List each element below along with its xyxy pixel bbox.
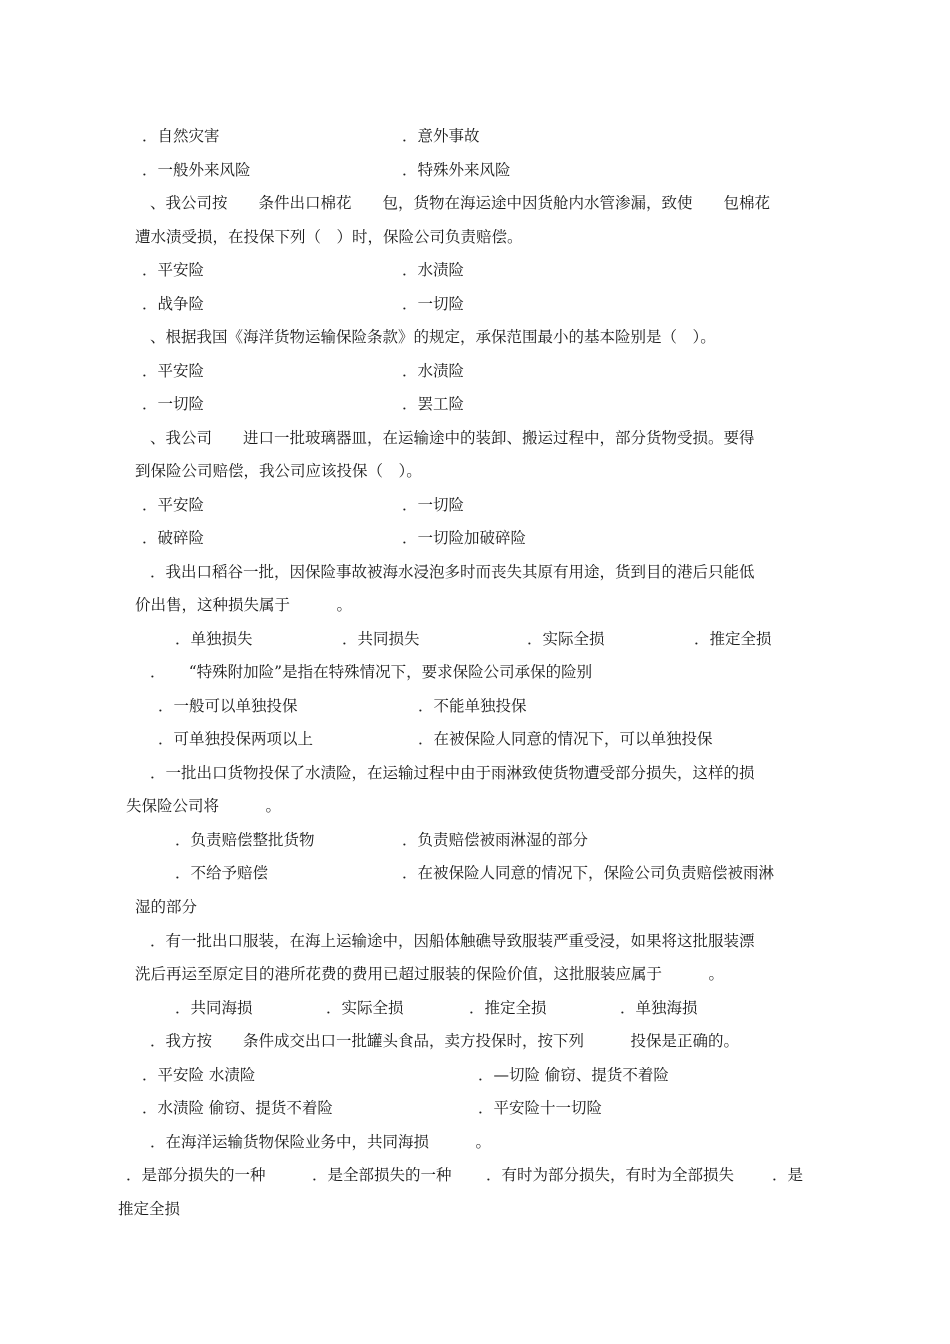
option-line: ．一切险 xyxy=(142,395,205,413)
option-line: ．一般外来风险 xyxy=(142,161,251,179)
option-line: ．不能单独投保 xyxy=(418,697,527,715)
option-line: ．—切险 偷窃、提货不着险 xyxy=(478,1066,669,1084)
question-line: ．我出口稻谷一批，因保险事故被海水浸泡多时而丧失其原有用途，货到目的港后只能低 xyxy=(150,563,755,581)
option-line: ．不给予赔偿 xyxy=(175,864,269,882)
option-line: ．在被保险人同意的情况下，保险公司负责赔偿被雨淋 xyxy=(402,864,775,882)
option-line: ．实际全损 xyxy=(527,630,605,648)
option-line: ．是全部损失的一种 xyxy=(312,1166,452,1184)
option-line: ．实际全损 xyxy=(326,999,404,1017)
option-line: ．单独损失 xyxy=(175,630,253,648)
question-line: 、我公司 进口一批玻璃器皿，在运输途中的装卸、搬运过程中，部分货物受损。要得 xyxy=(150,429,755,447)
option-line: ．有时为部分损失，有时为全部损失 xyxy=(486,1166,735,1184)
option-line: ．一切险 xyxy=(402,496,465,514)
option-line: ．平安险 xyxy=(142,362,205,380)
option-line: ．水渍险 偷窃、提货不着险 xyxy=(142,1099,333,1117)
option-line: ．一切险加破碎险 xyxy=(402,529,527,547)
option-line: ．一切险 xyxy=(402,295,465,313)
option-line: 推定全损 xyxy=(118,1200,181,1218)
option-line: ．单独海损 xyxy=(620,999,698,1017)
option-line: ．共同损失 xyxy=(342,630,420,648)
question-line: 失保险公司将 。 xyxy=(126,797,282,815)
option-line: ．负责赔偿整批货物 xyxy=(175,831,315,849)
question-line: ． “特殊附加险”是指在特殊情况下，要求保险公司承保的险别 xyxy=(150,663,593,681)
option-line: ．推定全损 xyxy=(469,999,547,1017)
question-line: 、根据我国《海洋货物运输保险条款》的规定，承保范围最小的基本险别是（ ）。 xyxy=(150,328,716,346)
option-line: ．意外事故 xyxy=(402,127,480,145)
option-line: ．罢工险 xyxy=(402,395,465,413)
option-line: ．水渍险 xyxy=(402,362,465,380)
option-line: ．特殊外来风险 xyxy=(402,161,511,179)
question-line: 洗后再运至原定目的港所花费的费用已超过服装的保险价值，这批服装应属于 。 xyxy=(135,965,725,983)
question-line: ．我方按 条件成交出口一批罐头食品，卖方投保时，按下列 投保是正确的。 xyxy=(150,1032,740,1050)
option-line: ．可单独投保两项以上 xyxy=(158,730,314,748)
question-line: 遭水渍受损，在投保下列（ ）时，保险公司负责赔偿。 xyxy=(135,228,523,246)
option-line: ．一般可以单独投保 xyxy=(158,697,298,715)
option-line: ．共同海损 xyxy=(175,999,253,1017)
option-line: ．平安险 水渍险 xyxy=(142,1066,256,1084)
option-line: ．破碎险 xyxy=(142,529,205,547)
option-line: ．平安险 xyxy=(142,496,205,514)
question-line: ．有一批出口服装，在海上运输途中，因船体触礁导致服装严重受浸，如果将这批服装漂 xyxy=(150,932,755,950)
option-line: ．负责赔偿被雨淋湿的部分 xyxy=(402,831,589,849)
option-line: ．在被保险人同意的情况下，可以单独投保 xyxy=(418,730,713,748)
question-line: ．一批出口货物投保了水渍险，在运输过程中由于雨淋致使货物遭受部分损失，这样的损 xyxy=(150,764,755,782)
option-line: ．是部分损失的一种 xyxy=(126,1166,266,1184)
question-line: ．在海洋运输货物保险业务中，共同海损 。 xyxy=(150,1133,492,1151)
question-line: 到保险公司赔偿，我公司应该投保（ ）。 xyxy=(135,462,422,480)
option-line: ．推定全损 xyxy=(694,630,772,648)
option-line: ．自然灾害 xyxy=(142,127,220,145)
question-line: 、我公司按 条件出口棉花 包，货物在海运途中因货舱内水管渗漏，致使 包棉花 xyxy=(150,194,771,212)
option-line: ．平安险十一切险 xyxy=(478,1099,603,1117)
question-line: 价出售，这种损失属于 。 xyxy=(135,596,353,614)
option-line: ．是 xyxy=(772,1166,804,1184)
option-line: ．平安险 xyxy=(142,261,205,279)
option-line: ．水渍险 xyxy=(402,261,465,279)
option-line: 湿的部分 xyxy=(135,898,198,916)
option-line: ．战争险 xyxy=(142,295,205,313)
